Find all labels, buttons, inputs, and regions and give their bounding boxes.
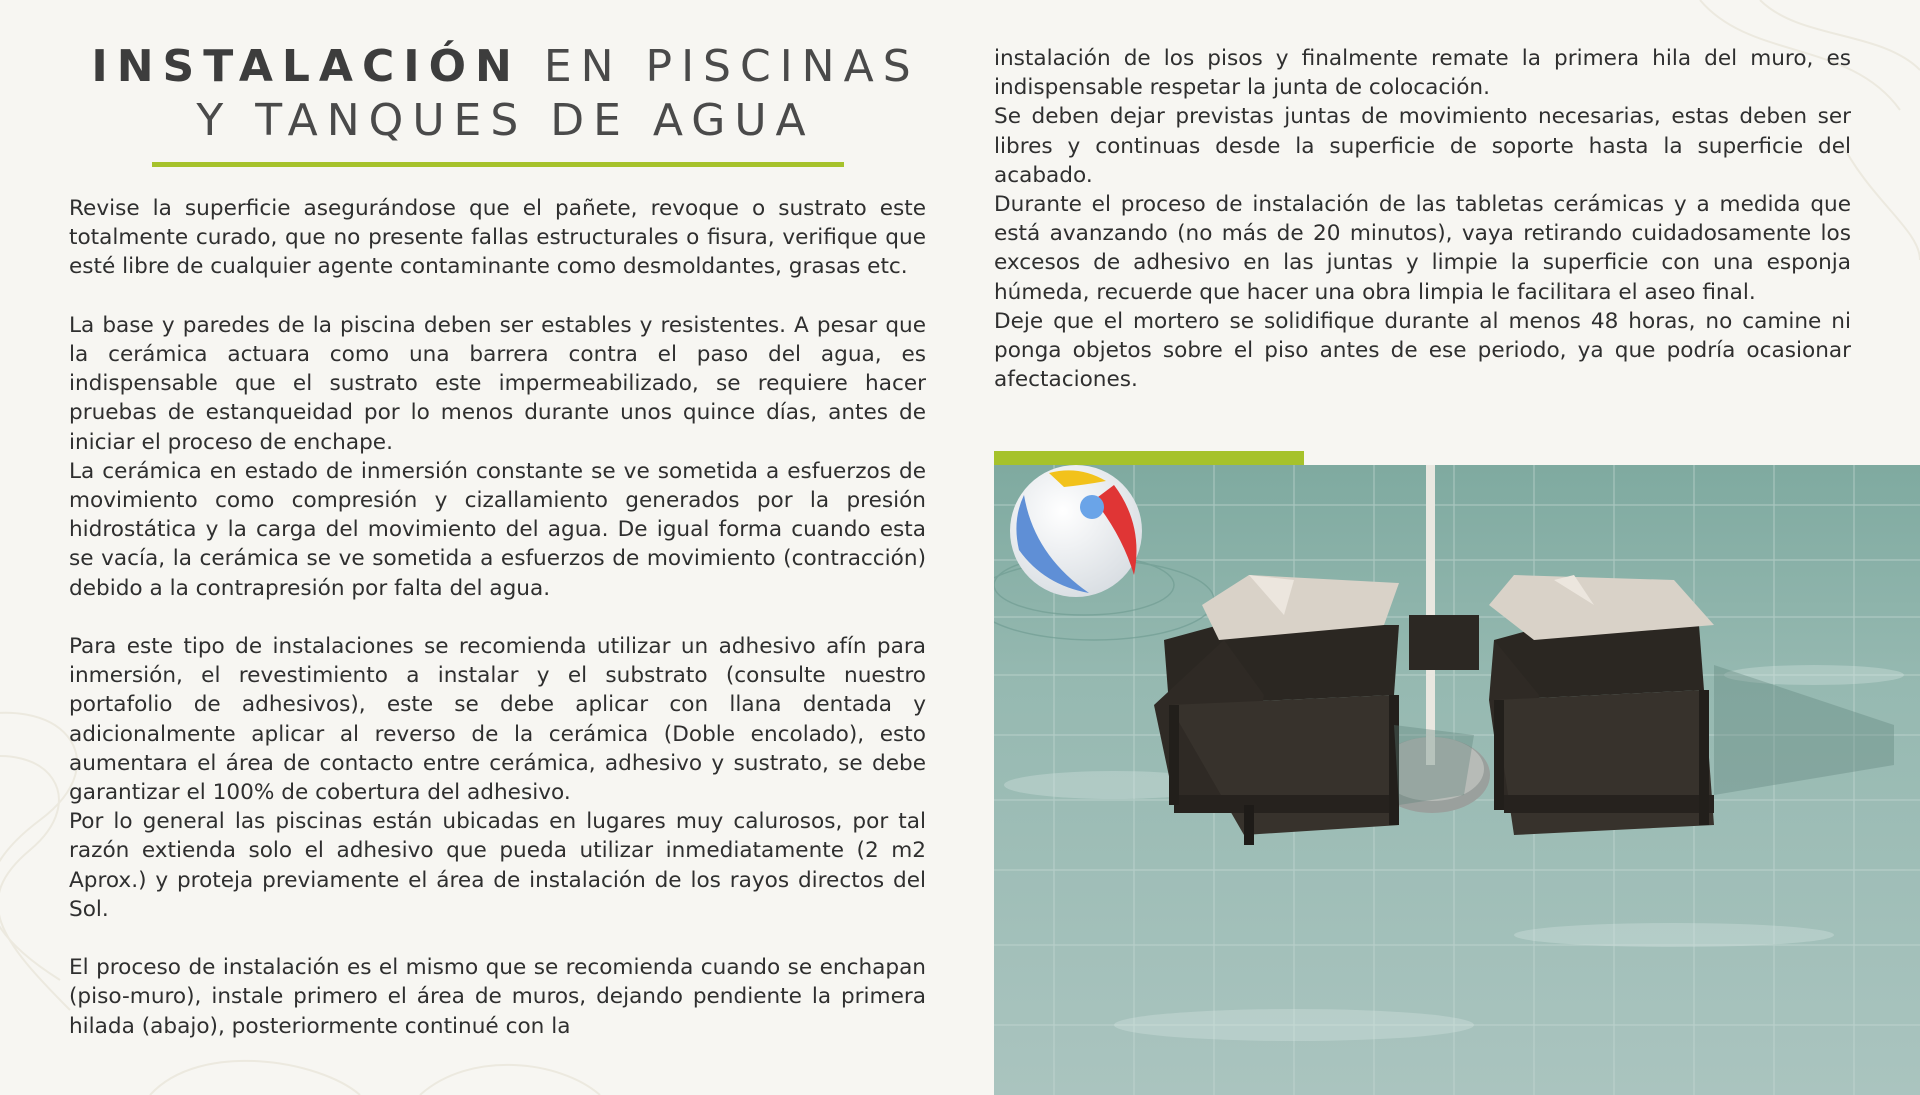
paragraph-surface-check: Revise la superficie asegurándose que el pañete, revoque o sustrato este totalmente curado, que no presente fallas estructurales o fisura, verifique que esté libre de cualquier agente contaminante como desmoldantes, grasas etc. xyxy=(69,196,926,280)
paragraph-curing-time: Deje que el mortero se solidifique durante al menos 48 horas, no camine ni ponga objetos sobre el piso antes de ese periodo, ya que podría ocasionar afectaciones. xyxy=(994,308,1851,393)
right-column xyxy=(994,44,1851,394)
paragraph-floor-finish: instalación de los pisos y finalmente remate la primera hila del muro, es indispensable respetar la junta de colocación. xyxy=(994,46,1851,101)
paragraph-immersion-stress: La cerámica en estado de inmersión constante se ve sometida a esfuerzos de movimiento como compresión y cizallamiento generados por la presión hidrostática y la carga del movimiento del agua. De igual forma cuando esta se vacía, la cerámica se ve sometida a esfuerzos de movimiento (contracción) debido a la contrapresión por falta del agua. xyxy=(69,458,926,601)
paragraph-installation-process: El proceso de instalación es el mismo que se recomienda cuando se enchapan (piso-muro), instale primero el área de muros, dejando pendiente la primera hilada (abajo), posteriormente continué con la xyxy=(69,955,926,1039)
paragraph-base-walls: La base y paredes de la piscina deben ser estables y resistentes. A pesar que la cerámica actuara como una barrera contra el paso del agua, es indispensable que el sustrato este impermeabilizado, se requiere hacer pruebas de estanqueidad por lo menos durante unos quince días, antes de iniciar el proceso de enchape. xyxy=(69,312,926,455)
pool-photo-block xyxy=(994,451,1920,1095)
title-underline xyxy=(152,162,844,167)
title-line2: Y TANQUES DE AGUA xyxy=(196,95,815,146)
pool-loungers-photo xyxy=(994,465,1920,1095)
photo-accent-bar xyxy=(994,451,1304,465)
paragraph-adhesive: Para este tipo de instalaciones se recomienda utilizar un adhesivo afín para inmersión, el revestimiento a instalar y el substrato (consulte nuestro portafolio de adhesivos), este se debe aplicar con llana dentada y adicionalmente aplicar al reverso de la cerámica (Doble encolado), esto aumentara el área de contacto entre cerámica, adhesivo y sustrato, se debe garantizar el 100% de cobertura del adhesivo. xyxy=(69,634,926,806)
paragraph-cleaning: Durante el proceso de instalación de las tabletas cerámicas y a medida que está avanzando (no más de 20 minutos), vaya retirando cuidadosamente los excesos de adhesivo en las juntas y limpie la superficie con una esponja húmeda, recuerde que hacer una obra limpia le facilitara el aseo final. xyxy=(994,192,1851,305)
left-body-text xyxy=(69,194,926,1041)
title-line1-rest: EN PISCINAS xyxy=(520,41,920,92)
paragraph-movement-joints: Se deben dejar previstas juntas de movimiento necesarias, estas deben ser libres y continuas desde la superficie de soporte hasta la superficie del acabado. xyxy=(994,104,1851,188)
title-bold-word: INSTALACIÓN xyxy=(91,41,521,92)
beach-ball-icon xyxy=(1010,465,1142,597)
paragraph-hot-climate: Por lo general las piscinas están ubicadas en lugares muy calurosos, por tal razón extienda solo el adhesivo que pueda utilizar inmediatamente (2 m2 Aprox.) y proteja previamente el área de instalación de los rayos directos del Sol. xyxy=(69,809,926,922)
left-column xyxy=(69,40,926,1041)
page-title xyxy=(69,40,926,148)
